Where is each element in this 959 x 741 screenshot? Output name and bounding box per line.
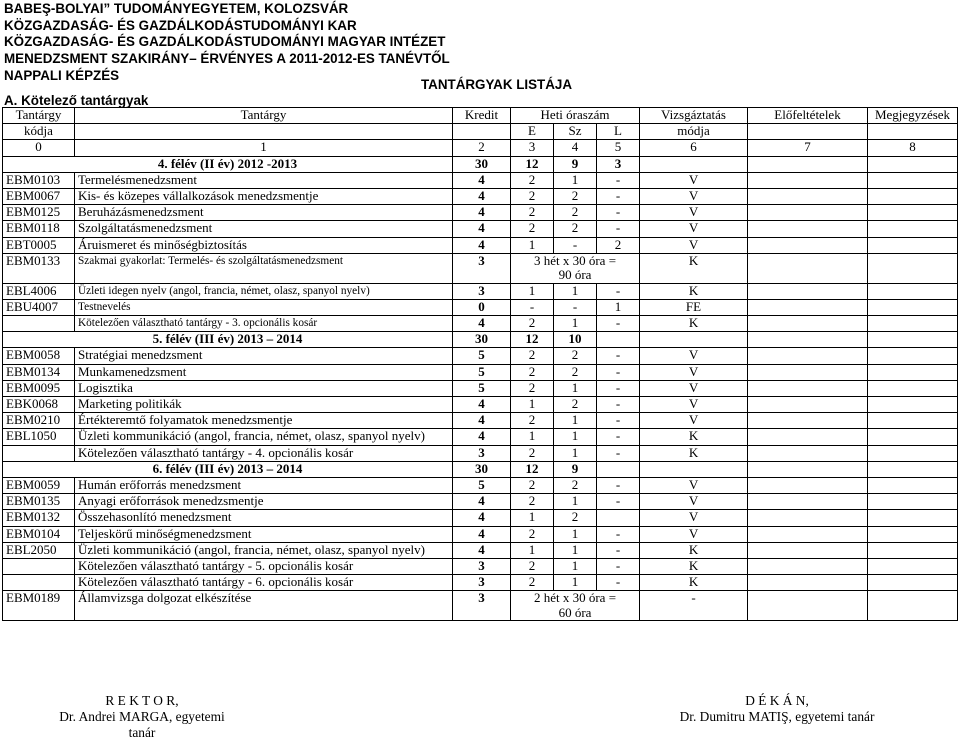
course-notes — [868, 542, 958, 558]
course-notes — [868, 253, 958, 283]
table-row — [3, 253, 958, 283]
table-row — [3, 283, 958, 299]
course-hours-l: - — [597, 429, 640, 445]
course-hours-sz: 1 — [554, 494, 597, 510]
course-hours-e: 2 — [511, 221, 554, 237]
course-name: Kis- és közepes vállalkozások menedzsmentje — [75, 188, 453, 204]
table-row — [3, 558, 958, 574]
course-prereq — [748, 542, 868, 558]
course-exam: K — [640, 283, 748, 299]
semester-sz: 9 — [554, 156, 597, 172]
course-prereq — [748, 188, 868, 204]
course-hours-e: 1 — [511, 429, 554, 445]
course-exam: V — [640, 188, 748, 204]
table-header-row — [3, 108, 958, 124]
course-exam: V — [640, 348, 748, 364]
course-hours-l: - — [597, 283, 640, 299]
course-credit: 4 — [453, 188, 511, 204]
course-notes — [868, 380, 958, 396]
course-code: EBM0058 — [3, 348, 75, 364]
course-name: Szakmai gyakorlat: Termelés- és szolgáltatásmenedzsment — [75, 253, 453, 283]
course-hours-l: - — [597, 494, 640, 510]
course-notes — [868, 348, 958, 364]
course-credit: 5 — [453, 477, 511, 493]
course-hours-e: 2 — [511, 380, 554, 396]
course-name: Testnevelés — [75, 299, 453, 315]
table-row — [3, 542, 958, 558]
semester-e: 12 — [511, 156, 554, 172]
course-name: Összehasonlító menedzsment — [75, 510, 453, 526]
semester-row — [3, 461, 958, 477]
table-row — [3, 397, 958, 413]
course-exam: K — [640, 558, 748, 574]
course-hours-sz: 1 — [554, 172, 597, 188]
course-credit: 4 — [453, 172, 511, 188]
course-notes — [868, 283, 958, 299]
course-hours-e: 2 — [511, 494, 554, 510]
course-notes — [868, 591, 958, 621]
col-subheader-l: L — [597, 124, 640, 140]
course-notes — [868, 413, 958, 429]
course-name: Stratégiai menedzsment — [75, 348, 453, 364]
table-row — [3, 445, 958, 461]
semester-sz: 9 — [554, 461, 597, 477]
hours-line-2: 60 óra — [558, 604, 592, 620]
semester-credit: 30 — [453, 461, 511, 477]
course-exam: K — [640, 542, 748, 558]
hours-line-1: 2 hét x 30 óra = — [533, 590, 617, 606]
course-prereq — [748, 477, 868, 493]
course-hours-e: 1 — [511, 510, 554, 526]
course-hours-e: 2 — [511, 558, 554, 574]
course-hours-e: 2 — [511, 445, 554, 461]
column-number: 7 — [748, 140, 868, 156]
course-notes — [868, 397, 958, 413]
dean-title: D É K Á N, — [745, 693, 809, 708]
semester-credit: 30 — [453, 156, 511, 172]
course-name: Anyagi erőforrások menedzsmentje — [75, 494, 453, 510]
course-prereq — [748, 445, 868, 461]
col-subheader-exam: módja — [640, 124, 748, 140]
course-name: Áruismeret és minőségbiztosítás — [75, 237, 453, 253]
course-name: Kötelezően választható tantárgy - 5. opcionális kosár — [75, 558, 453, 574]
course-prereq — [748, 348, 868, 364]
table-row — [3, 380, 958, 396]
course-hours-sz: 1 — [554, 558, 597, 574]
column-number: 1 — [75, 140, 453, 156]
course-notes — [868, 188, 958, 204]
course-name: Termelésmenedzsment — [75, 172, 453, 188]
course-hours-e: 1 — [511, 542, 554, 558]
course-notes — [868, 558, 958, 574]
course-hours-e: 2 — [511, 526, 554, 542]
course-hours-sz: 1 — [554, 575, 597, 591]
table-row — [3, 575, 958, 591]
course-notes — [868, 575, 958, 591]
column-number: 6 — [640, 140, 748, 156]
course-hours-sz: 2 — [554, 364, 597, 380]
course-hours-sz: 2 — [554, 348, 597, 364]
column-number: 5 — [597, 140, 640, 156]
course-hours-l: 2 — [597, 237, 640, 253]
course-code: EBM0104 — [3, 526, 75, 542]
course-hours-e: 2 — [511, 413, 554, 429]
semester-l — [597, 461, 640, 477]
course-hours-sz: 1 — [554, 413, 597, 429]
course-hours-e: 2 — [511, 188, 554, 204]
course-table-body — [3, 108, 958, 621]
course-credit: 4 — [453, 413, 511, 429]
course-exam: K — [640, 429, 748, 445]
semester-e: 12 — [511, 332, 554, 348]
course-code: EBT0005 — [3, 237, 75, 253]
col-header-weekly-hours: Heti óraszám — [511, 108, 640, 124]
course-credit: 5 — [453, 364, 511, 380]
course-prereq — [748, 380, 868, 396]
course-notes — [868, 237, 958, 253]
rector-title: R E K T O R, — [105, 693, 179, 708]
course-prereq — [748, 413, 868, 429]
course-hours-e: 2 — [511, 316, 554, 332]
course-hours-sz: 1 — [554, 445, 597, 461]
course-notes — [868, 205, 958, 221]
col-subheader-code: kódja — [3, 124, 75, 140]
course-code: EBM0189 — [3, 591, 75, 621]
course-exam: V — [640, 510, 748, 526]
course-hours-l: - — [597, 445, 640, 461]
course-code: EBM0067 — [3, 188, 75, 204]
col-subheader-e: E — [511, 124, 554, 140]
semester-l — [597, 332, 640, 348]
course-hours-sz: 1 — [554, 542, 597, 558]
course-notes — [868, 221, 958, 237]
course-notes — [868, 172, 958, 188]
course-name: Szolgáltatásmenedzsment — [75, 221, 453, 237]
course-hours-sz: 2 — [554, 188, 597, 204]
course-exam: V — [640, 364, 748, 380]
course-code: EBM0132 — [3, 510, 75, 526]
course-name: Üzleti idegen nyelv (angol, francia, német, olasz, spanyol nyelv) — [75, 283, 453, 299]
dean-signature — [672, 693, 882, 725]
course-name: Logisztika — [75, 380, 453, 396]
course-hours-sz: 1 — [554, 283, 597, 299]
course-hours-sz: 2 — [554, 221, 597, 237]
course-hours-l: - — [597, 221, 640, 237]
course-hours-sz: - — [554, 237, 597, 253]
rector-name: Dr. Andrei MARGA, egyetemi tanár — [59, 709, 225, 740]
col-header-subject: Tantárgy — [75, 108, 453, 124]
column-number-row — [3, 140, 958, 156]
course-exam: - — [640, 591, 748, 621]
course-exam: V — [640, 494, 748, 510]
rector-signature — [52, 693, 232, 741]
semester-l: 3 — [597, 156, 640, 172]
course-hours-e: 1 — [511, 397, 554, 413]
course-credit: 4 — [453, 221, 511, 237]
course-hours-e: 2 — [511, 172, 554, 188]
table-row — [3, 591, 958, 621]
course-hours-e: 2 — [511, 205, 554, 221]
course-credit: 3 — [453, 591, 511, 621]
course-name: Üzleti kommunikáció (angol, francia, német, olasz, spanyol nyelv) — [75, 429, 453, 445]
course-name: Értékteremtő folyamatok menedzsmentje — [75, 413, 453, 429]
course-prereq — [748, 429, 868, 445]
course-name: Humán erőforrás menedzsment — [75, 477, 453, 493]
course-credit: 3 — [453, 445, 511, 461]
document-header — [4, 1, 450, 85]
column-number: 4 — [554, 140, 597, 156]
course-hours-l: - — [597, 364, 640, 380]
table-row — [3, 413, 958, 429]
course-hours-l — [597, 510, 640, 526]
course-hours-l: - — [597, 477, 640, 493]
course-hours-l: - — [597, 526, 640, 542]
course-exam: V — [640, 477, 748, 493]
course-prereq — [748, 172, 868, 188]
course-code: EBU4007 — [3, 299, 75, 315]
course-code — [3, 445, 75, 461]
header-study-form: NAPPALI KÉPZÉS — [4, 67, 120, 83]
course-hours-l: - — [597, 380, 640, 396]
course-name: Üzleti kommunikáció (angol, francia, német, olasz, spanyol nyelv) — [75, 542, 453, 558]
course-hours-sz: 2 — [554, 205, 597, 221]
course-credit: 3 — [453, 253, 511, 283]
course-name: Kötelezően választható tantárgy - 6. opcionális kosár — [75, 575, 453, 591]
course-credit: 4 — [453, 205, 511, 221]
course-credit: 4 — [453, 397, 511, 413]
course-prereq — [748, 558, 868, 574]
course-exam: V — [640, 413, 748, 429]
course-prereq — [748, 510, 868, 526]
course-hours-l: - — [597, 413, 640, 429]
table-row — [3, 510, 958, 526]
column-number: 3 — [511, 140, 554, 156]
course-code: EBM0125 — [3, 205, 75, 221]
course-hours-e: 1 — [511, 237, 554, 253]
course-credit: 4 — [453, 526, 511, 542]
course-hours-e: 2 — [511, 364, 554, 380]
course-code: EBM0103 — [3, 172, 75, 188]
course-prereq — [748, 299, 868, 315]
semester-label: 5. félév (III év) 2013 – 2014 — [3, 332, 453, 348]
course-code: EBM0134 — [3, 364, 75, 380]
course-credit: 5 — [453, 380, 511, 396]
course-credit: 4 — [453, 542, 511, 558]
course-name: Kötelezően választható tantárgy - 3. opcionális kosár — [75, 316, 453, 332]
dean-name: Dr. Dumitru MATIŞ, egyetemi tanár — [679, 709, 875, 724]
course-exam: V — [640, 221, 748, 237]
course-code — [3, 316, 75, 332]
course-notes — [868, 510, 958, 526]
table-row — [3, 316, 958, 332]
course-notes — [868, 494, 958, 510]
course-code: EBM0133 — [3, 253, 75, 283]
course-code: EBM0210 — [3, 413, 75, 429]
column-number: 0 — [3, 140, 75, 156]
course-hours-e: 1 — [511, 283, 554, 299]
course-notes — [868, 445, 958, 461]
course-exam: K — [640, 253, 748, 283]
course-credit: 5 — [453, 348, 511, 364]
section-title: A. Kötelező tantárgyak — [4, 93, 149, 108]
course-code — [3, 558, 75, 574]
course-hours-l: - — [597, 558, 640, 574]
course-credit: 4 — [453, 494, 511, 510]
course-hours-sz: 2 — [554, 477, 597, 493]
course-hours-l: - — [597, 188, 640, 204]
course-prereq — [748, 237, 868, 253]
course-hours-l: - — [597, 172, 640, 188]
course-prereq — [748, 364, 868, 380]
course-code: EBL1050 — [3, 429, 75, 445]
course-hours-total — [511, 591, 640, 621]
course-prereq — [748, 575, 868, 591]
course-credit: 4 — [453, 237, 511, 253]
course-exam: K — [640, 445, 748, 461]
list-title: TANTÁRGYAK LISTÁJA — [421, 77, 573, 92]
hours-line-2: 90 óra — [558, 267, 592, 283]
course-hours-l: 1 — [597, 299, 640, 315]
course-prereq — [748, 526, 868, 542]
col-header-prereq: Előfeltételek — [748, 108, 868, 124]
course-prereq — [748, 397, 868, 413]
course-code: EBM0095 — [3, 380, 75, 396]
course-code: EBL2050 — [3, 542, 75, 558]
course-exam: V — [640, 380, 748, 396]
course-hours-l: - — [597, 575, 640, 591]
course-code: EBL4006 — [3, 283, 75, 299]
table-row — [3, 494, 958, 510]
table-row — [3, 429, 958, 445]
col-header-code: Tantárgy — [3, 108, 75, 124]
col-header-credit: Kredit — [453, 108, 511, 124]
course-notes — [868, 429, 958, 445]
course-hours-total — [511, 253, 640, 283]
course-code — [3, 575, 75, 591]
course-credit: 4 — [453, 429, 511, 445]
table-header-row — [3, 124, 958, 140]
course-exam: V — [640, 205, 748, 221]
course-name: Teljeskörű minőségmenedzsment — [75, 526, 453, 542]
course-hours-l: - — [597, 397, 640, 413]
semester-row — [3, 332, 958, 348]
course-prereq — [748, 283, 868, 299]
column-number: 8 — [868, 140, 958, 156]
course-hours-l: - — [597, 205, 640, 221]
course-credit: 3 — [453, 558, 511, 574]
course-name: Marketing politikák — [75, 397, 453, 413]
course-name: Beruházásmenedzsment — [75, 205, 453, 221]
semester-e: 12 — [511, 461, 554, 477]
course-prereq — [748, 316, 868, 332]
course-notes — [868, 526, 958, 542]
course-code: EBM0059 — [3, 477, 75, 493]
course-credit: 4 — [453, 510, 511, 526]
semester-label: 4. félév (II év) 2012 -2013 — [3, 156, 453, 172]
course-notes — [868, 477, 958, 493]
course-credit: 3 — [453, 283, 511, 299]
course-hours-sz: 1 — [554, 380, 597, 396]
course-hours-e: 2 — [511, 348, 554, 364]
course-exam: V — [640, 172, 748, 188]
col-header-exam: Vizsgáztatás — [640, 108, 748, 124]
course-prereq — [748, 591, 868, 621]
course-exam: V — [640, 397, 748, 413]
table-row — [3, 205, 958, 221]
header-specialization: MENEDZSMENT SZAKIRÁNY– ÉRVÉNYES A 2011-2012-ES TANÉVTŐL — [4, 51, 450, 67]
hours-line-1: 3 hét x 30 óra = — [533, 253, 617, 268]
course-hours-sz: 2 — [554, 397, 597, 413]
course-hours-e: - — [511, 299, 554, 315]
table-row — [3, 221, 958, 237]
course-notes — [868, 364, 958, 380]
header-faculty: KÖZGAZDASÁG- ÉS GAZDÁLKODÁSTUDOMÁNYI KAR — [4, 17, 357, 33]
course-exam: FE — [640, 299, 748, 315]
table-row — [3, 526, 958, 542]
course-name: Államvizsga dolgozat elkészítése — [75, 591, 453, 621]
course-prereq — [748, 205, 868, 221]
column-number: 2 — [453, 140, 511, 156]
course-name: Kötelezően választható tantárgy - 4. opcionális kosár — [75, 445, 453, 461]
table-row — [3, 364, 958, 380]
table-row — [3, 237, 958, 253]
course-credit: 3 — [453, 575, 511, 591]
course-hours-l: - — [597, 542, 640, 558]
course-exam: V — [640, 237, 748, 253]
table-row — [3, 188, 958, 204]
course-name: Munkamenedzsment — [75, 364, 453, 380]
col-header-notes: Megjegyzések — [868, 108, 958, 124]
course-prereq — [748, 253, 868, 283]
semester-row — [3, 156, 958, 172]
course-hours-sz: 2 — [554, 510, 597, 526]
course-hours-sz: 1 — [554, 526, 597, 542]
course-code: EBM0118 — [3, 221, 75, 237]
course-hours-l: - — [597, 348, 640, 364]
col-subheader-sz: Sz — [554, 124, 597, 140]
course-hours-e: 2 — [511, 575, 554, 591]
table-row — [3, 477, 958, 493]
table-row — [3, 348, 958, 364]
course-credit: 0 — [453, 299, 511, 315]
course-hours-sz: 1 — [554, 316, 597, 332]
header-university: BABEŞ-BOLYAI” TUDOMÁNYEGYETEM, KOLOZSVÁR — [4, 1, 349, 16]
course-code: EBM0135 — [3, 494, 75, 510]
course-prereq — [748, 494, 868, 510]
course-code: EBK0068 — [3, 397, 75, 413]
course-prereq — [748, 221, 868, 237]
course-notes — [868, 299, 958, 315]
course-exam: K — [640, 575, 748, 591]
course-hours-sz: 1 — [554, 429, 597, 445]
table-row — [3, 172, 958, 188]
semester-label: 6. félév (III év) 2013 – 2014 — [3, 461, 453, 477]
course-hours-e: 2 — [511, 477, 554, 493]
semester-sz: 10 — [554, 332, 597, 348]
course-exam: K — [640, 316, 748, 332]
course-hours-sz: - — [554, 299, 597, 315]
course-credit: 4 — [453, 316, 511, 332]
table-row — [3, 299, 958, 315]
course-hours-l: - — [597, 316, 640, 332]
header-institute: KÖZGAZDASÁG- ÉS GAZDÁLKODÁSTUDOMÁNYI MAGYAR INTÉZET — [4, 34, 446, 50]
course-exam: V — [640, 526, 748, 542]
course-notes — [868, 316, 958, 332]
semester-credit: 30 — [453, 332, 511, 348]
course-table — [2, 107, 958, 621]
